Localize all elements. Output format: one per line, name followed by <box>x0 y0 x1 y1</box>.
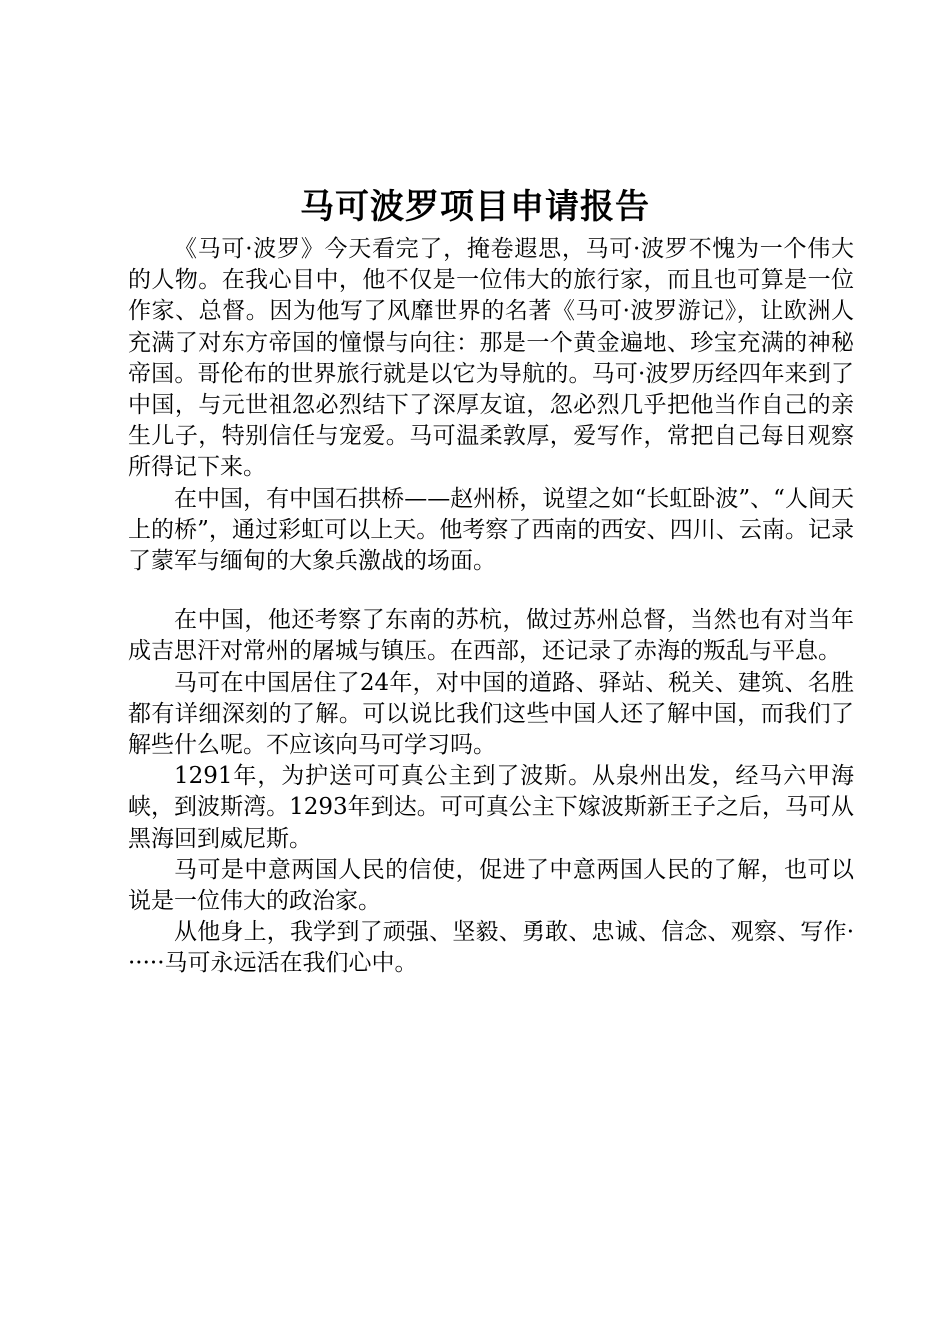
paragraph-24-years: 马可在中国居住了24年，对中国的道路、驿站、税关、建筑、名胜都有详细深刻的了解。可以说比我们这些中国人还了解中国，而我们了解些什么呢。不应该向马可学习吗。 <box>128 669 854 759</box>
paragraph-messenger: 马可是中意两国人民的信使，促进了中意两国人民的了解，也可以说是一位伟大的政治家。 <box>128 856 854 915</box>
paragraph-1291: 1291年，为护送可可真公主到了波斯。从泉州出发，经马六甲海峡，到波斯湾。1293年到达。可可真公主下嫁波斯新王子之后，马可从黑海回到威尼斯。 <box>128 763 854 852</box>
paragraph-conclusion: 从他身上，我学到了顽强、坚毅、勇敢、忠诚、信念、观察、写作······马可永远活在我们心中。 <box>128 919 854 977</box>
paragraph-southeast: 在中国，他还考察了东南的苏杭，做过苏州总督，当然也有对当年成吉思汗对常州的屠城与镇压。在西部，还记录了赤海的叛乱与平息。 <box>128 607 854 665</box>
paragraph-zhaozhou-bridge: 在中国，有中国石拱桥——赵州桥，说望之如“长虹卧波”、“人间天上的桥”，通过彩虹可以上天。他考察了西南的西安、四川、云南。记录了蒙军与缅甸的大象兵激战的场面。 <box>128 485 854 575</box>
paragraph-intro: 《马可·波罗》今天看完了，掩卷遐思，马可·波罗不愧为一个伟大的人物。在我心目中，他不仅是一位伟大的旅行家，而且也可算是一位作家、总督。因为他写了风靡世界的名著《马可·波罗游记》，让欧洲人充满了对东方帝国的憧憬与向往：那是一个黄金遍地、珍宝充满的神秘帝国。哥伦布的世界旅行就是以它为导航的。马可·波罗历经四年来到了中国，与元世祖忽必烈结下了深厚友谊，忽必烈几乎把他当作自己的亲生儿子，特别信任与宠爱。马可温柔敦厚，爱写作，常把自己每日观察所得记下来。 <box>128 236 854 481</box>
document-title: 马可波罗项目申请报告 <box>300 187 650 227</box>
document-body <box>128 234 854 980</box>
